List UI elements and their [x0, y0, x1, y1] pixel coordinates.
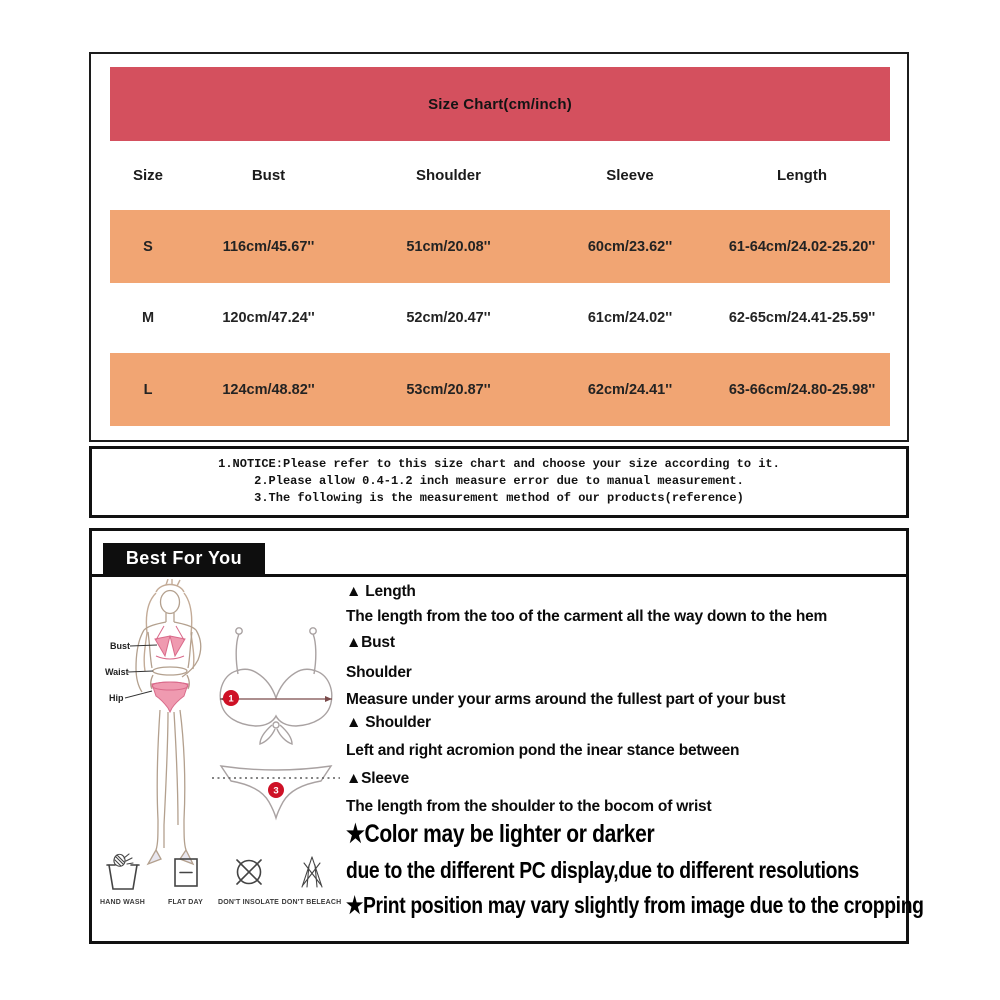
- figure-label-bust: Bust: [110, 641, 130, 651]
- size-chart-section: [89, 52, 909, 442]
- cell-sleeve: 61cm/24.02'': [587, 310, 673, 326]
- cell-size: M: [141, 310, 155, 326]
- care-label-dont-bleach: DON'T BELEACH: [281, 899, 342, 906]
- disclaimer-print: ★Print position may vary slightly from image due to the cropping: [346, 892, 924, 918]
- care-label-dont-insolate: DON'T INSOLATE: [217, 899, 280, 906]
- cell-shoulder: 52cm/20.47'': [406, 310, 491, 326]
- care-item-hand-wash: [94, 851, 151, 906]
- figure-label-hip: Hip: [109, 693, 124, 703]
- flat-dry-icon: [168, 851, 204, 893]
- size-chart-title-bar: [110, 67, 890, 141]
- guide-text-sleeve: The length from the shoulder to the bocom of wrist: [346, 798, 712, 815]
- care-item-dont-bleach: [283, 851, 340, 906]
- cell-bust: 124cm/48.82'': [222, 381, 315, 398]
- care-item-flat-dry: [157, 851, 214, 906]
- bikini-top-sketch: [220, 628, 332, 744]
- figure-label-waist: Waist: [105, 667, 129, 677]
- care-icons-row: [94, 851, 340, 906]
- table-row-l: [110, 353, 890, 426]
- col-header-size: Size: [132, 166, 163, 184]
- cell-length: 63-66cm/24.80-25.98'': [728, 381, 876, 398]
- guide-heading-sleeve: ▲Sleeve: [346, 770, 410, 787]
- dont-bleach-icon: [294, 851, 330, 893]
- badge-underline: [92, 574, 906, 577]
- guide-text-bust: Measure under your arms around the fullest part of your bust: [346, 691, 786, 708]
- dont-insolate-icon: [231, 851, 267, 893]
- marker-3: [268, 782, 284, 798]
- measurement-illustration: [98, 579, 348, 879]
- size-chart-header-row: [110, 140, 890, 210]
- cell-bust: 116cm/45.67'': [222, 238, 315, 255]
- col-header-bust: Bust: [251, 166, 286, 184]
- table-row-s: [110, 210, 890, 283]
- guide-heading-length: ▲ Length: [346, 583, 416, 600]
- table-row-m: [110, 283, 890, 353]
- notice-line-3: 3.The following is the measurement method of our products(reference): [254, 491, 744, 505]
- cell-length: 62-65cm/24.41-25.59'': [728, 310, 876, 326]
- guide-text-shoulder-word: Shoulder: [346, 664, 412, 681]
- cell-shoulder: 53cm/20.87'': [406, 381, 491, 398]
- guide-heading-shoulder: ▲ Shoulder: [346, 714, 431, 731]
- cell-shoulder: 51cm/20.08'': [406, 238, 491, 255]
- notice-line-1: 1.NOTICE:Please refer to this size chart and choose your size according to it.: [218, 457, 780, 471]
- disclaimer-display: due to the different PC display,due to different resolutions: [346, 857, 859, 883]
- best-for-you-label: Best For You: [125, 548, 243, 568]
- best-for-you-badge: [103, 543, 265, 574]
- col-header-length: Length: [777, 166, 827, 184]
- guide-heading-bust: ▲Bust: [346, 634, 395, 651]
- cell-size: L: [143, 381, 153, 398]
- size-chart-title: Size Chart(cm/inch): [428, 95, 572, 113]
- cell-size: S: [143, 238, 153, 255]
- care-label-flat-dry: FLAT DAY: [167, 899, 204, 906]
- cell-sleeve: 60cm/23.62'': [587, 238, 673, 255]
- hand-wash-icon: [105, 851, 141, 893]
- col-header-shoulder: Shoulder: [415, 166, 481, 184]
- care-label-hand-wash: HAND WASH: [100, 899, 145, 906]
- marker-1: [223, 690, 239, 706]
- notice-line-2: 2.Please allow 0.4-1.2 inch measure error due to manual measurement.: [254, 474, 744, 488]
- disclaimer-color: ★Color may be lighter or darker: [346, 820, 655, 848]
- guide-text-acromion: Left and right acromion pond the inear stance between: [346, 742, 740, 759]
- notice-section: [89, 446, 909, 518]
- col-header-sleeve: Sleeve: [606, 166, 654, 184]
- care-item-dont-insolate: [217, 851, 280, 906]
- measurement-guide-section: [89, 528, 924, 944]
- cell-sleeve: 62cm/24.41'': [587, 381, 673, 398]
- cell-length: 61-64cm/24.02-25.20'': [728, 238, 876, 255]
- guide-text-length: The length from the too of the carment all the way down to the hem: [346, 608, 828, 625]
- cell-bust: 120cm/47.24'': [222, 310, 315, 326]
- svg-text:3: 3: [273, 785, 279, 797]
- figure-bikini: [152, 626, 188, 712]
- svg-text:1: 1: [228, 693, 234, 705]
